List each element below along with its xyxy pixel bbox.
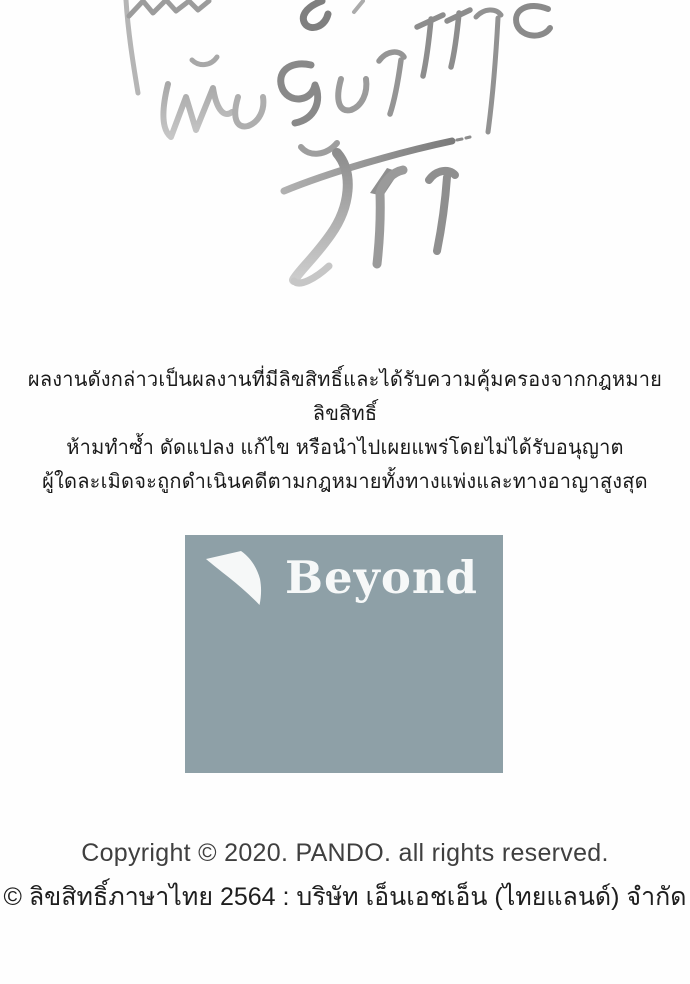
beyond-swoosh-icon xyxy=(205,549,265,607)
publisher-logo-box xyxy=(185,535,503,773)
footer-copyright-thai: © ลิขสิทธิ์ภาษาไทย 2564 : บริษัท เอ็นเอชเอ็น (ไทยแลนด์) จำกัด xyxy=(3,883,687,911)
copyright-notice-line-3: ผู้ใดละเมิดจะถูกดำเนินคดีตามกฎหมายทั้งทางแพ่งและทางอาญาสูงสุด xyxy=(42,471,648,493)
copyright-notice-line-1: ผลงานดังกล่าวเป็นผลงานที่มีลิขสิทธิ์และได้รับความคุ้มครองจากกฎหมายลิขสิทธิ์ xyxy=(27,369,663,425)
title-line1-strokes xyxy=(126,0,363,93)
title-line3-strokes xyxy=(284,137,470,283)
publisher-logo xyxy=(205,549,478,607)
beyond-wordmark: Beyond xyxy=(285,551,479,604)
title-calligraphy xyxy=(0,0,690,330)
copyright-notice-line-2: ห้ามทำซ้ำ ดัดแปลง แก้ไข หรือนำไปเผยแพร่โดยไม่ได้รับอนุญาต xyxy=(66,437,624,459)
title-line2-strokes xyxy=(163,6,550,137)
footer-copyright-english: Copyright © 2020. PANDO. all rights reserved. xyxy=(81,839,609,867)
copyright-notice xyxy=(0,363,690,499)
footer xyxy=(0,839,690,917)
